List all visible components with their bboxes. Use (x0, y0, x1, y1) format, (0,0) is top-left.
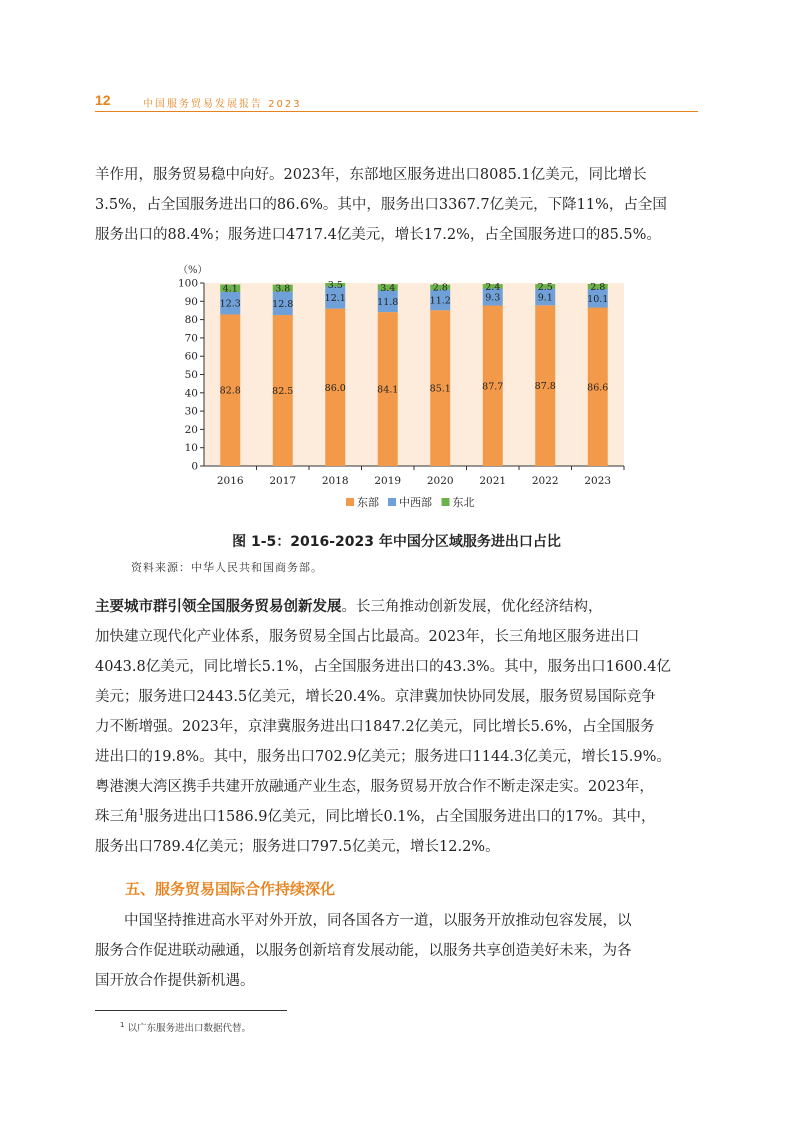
data-label: 2.5 (537, 281, 553, 293)
data-label: 2.8 (432, 282, 448, 294)
data-label: 10.1 (587, 293, 609, 305)
data-label: 12.1 (324, 293, 346, 305)
paragraph-city-clusters (95, 592, 698, 862)
data-label: 12.3 (219, 298, 241, 310)
page-header (95, 92, 698, 112)
text-line: 美元；服务进口2443.5亿美元，增长20.4%。京津冀加快协同发展，服务贸易国际竞争 (95, 689, 656, 705)
footnote-mark: 1 (120, 1020, 125, 1029)
data-label: 87.8 (534, 381, 556, 393)
legend-swatch (388, 498, 396, 506)
text-line: 力不断增强。2023年，京津冀服务进出口1847.2亿美元，同比增长5.6%，占全国服务 (95, 719, 655, 735)
data-label: 3.8 (275, 283, 291, 295)
x-tick-label: 2020 (426, 475, 454, 487)
data-label: 86.0 (324, 382, 346, 394)
y-tick-label: 50 (184, 369, 198, 381)
text-line: 进出口的19.8%。其中，服务出口702.9亿美元；服务进口1144.3亿美元，增长15.9%。 (95, 749, 671, 765)
x-tick-label: 2017 (269, 475, 297, 487)
x-tick-label: 2023 (584, 475, 612, 487)
figure-source: 资料来源：中华人民共和国商务部。 (131, 561, 323, 574)
footnote-text: 以广东服务进出口数据代替。 (127, 1023, 252, 1034)
data-label: 3.4 (380, 282, 396, 294)
text-line: 羊作用，服务贸易稳中向好。2023年，东部地区服务进出口8085.1亿美元，同比增长 (95, 167, 647, 183)
y-tick-label: 100 (177, 277, 198, 290)
data-label: 11.8 (377, 296, 399, 308)
footnote (120, 1020, 251, 1034)
footnote-rule (95, 1010, 287, 1011)
text-line: 粤港澳大湾区携手共建开放融通产业生态，服务贸易开放合作不断走深走实。2023年， (95, 779, 654, 795)
y-tick-label: 60 (184, 350, 198, 363)
text-segment: 珠三角 (95, 809, 139, 825)
text-line: 服务出口789.4亿美元；服务进口797.5亿美元，增长12.2%。 (95, 839, 500, 855)
text-line: 国开放合作提供新机遇。 (95, 973, 255, 989)
y-tick-label: 20 (184, 423, 198, 436)
text-line: 3.5%，占全国服务进出口的86.6%。其中，服务出口3367.7亿美元，下降11%，占全国 (95, 197, 667, 213)
page-number: 12 (95, 92, 111, 108)
y-tick-label: 40 (184, 387, 198, 400)
data-label: 82.8 (219, 385, 241, 397)
y-tick-label: 0 (191, 460, 198, 473)
legend-swatch (346, 498, 354, 506)
legend-label: 中西部 (399, 496, 432, 509)
header-rule (95, 111, 698, 112)
x-tick-label: 2021 (479, 475, 507, 487)
text-line: 加快建立现代化产业体系，服务贸易全国占比最高。2023年，长三角地区服务进出口 (95, 629, 640, 645)
x-tick-label: 2016 (216, 475, 244, 487)
section-heading: 五、服务贸易国际合作持续深化 (125, 880, 336, 898)
data-label: 4.1 (222, 283, 238, 295)
paragraph-east-region (95, 160, 698, 250)
figure-caption: 图 1-5：2016-2023 年中国分区域服务进出口占比 (232, 534, 561, 550)
y-tick-label: 70 (184, 332, 198, 345)
footnote-ref[interactable]: 1 (138, 808, 145, 819)
y-tick-label: 90 (184, 295, 198, 308)
data-label: 86.6 (587, 382, 609, 394)
text-line (95, 592, 698, 622)
data-label: 2.8 (590, 281, 606, 293)
running-title: 中国服务贸易发展报告 2023 (143, 99, 302, 110)
data-label: 12.8 (272, 298, 294, 310)
x-tick-label: 2018 (321, 475, 349, 487)
data-label: 2.4 (485, 281, 501, 293)
data-label: 84.1 (377, 384, 399, 396)
text-line: 中国坚持推进高水平对外开放，同各国各方一道，以服务开放推动包容发展，以 (95, 913, 632, 929)
unit-label: （%） (178, 265, 208, 276)
legend-label: 东北 (452, 496, 475, 509)
y-tick-label: 80 (184, 314, 198, 327)
data-label: 3.5 (327, 280, 343, 292)
legend-label: 东部 (357, 496, 379, 509)
data-label: 85.1 (429, 383, 451, 395)
lead-sentence: 主要城市群引领全国服务贸易创新发展 (95, 599, 342, 615)
plot-background (204, 283, 624, 466)
text-line (95, 802, 698, 832)
text-line: 4043.8亿美元，同比增长5.1%，占全国服务进出口的43.3%。其中，服务出口1600.4亿 (95, 659, 671, 675)
text-line: 服务合作促进联动融通，以服务创新培育发展动能，以服务共享创造美好未来，为各 (95, 943, 632, 959)
text-segment: 。长三角推动创新发展，优化经济结构， (341, 599, 603, 615)
x-tick-label: 2019 (374, 475, 402, 487)
x-tick-label: 2022 (531, 475, 559, 487)
stacked-bar-chart (160, 258, 630, 520)
text-line: 服务出口的88.4%；服务进口4717.4亿美元，增长17.2%，占全国服务进口的85.5%。 (95, 227, 661, 243)
data-label: 11.2 (429, 295, 451, 307)
y-tick-label: 10 (184, 442, 198, 455)
y-tick-label: 30 (184, 405, 198, 418)
legend-swatch (442, 498, 450, 506)
data-label: 9.1 (537, 292, 553, 304)
data-label: 82.5 (272, 386, 294, 398)
paragraph-cooperation (95, 906, 698, 996)
data-label: 9.3 (485, 292, 501, 304)
data-label: 87.7 (482, 381, 504, 393)
text-segment: 服务进出口1586.9亿美元，同比增长0.1%，占全国服务进出口的17%。其中， (144, 809, 656, 825)
